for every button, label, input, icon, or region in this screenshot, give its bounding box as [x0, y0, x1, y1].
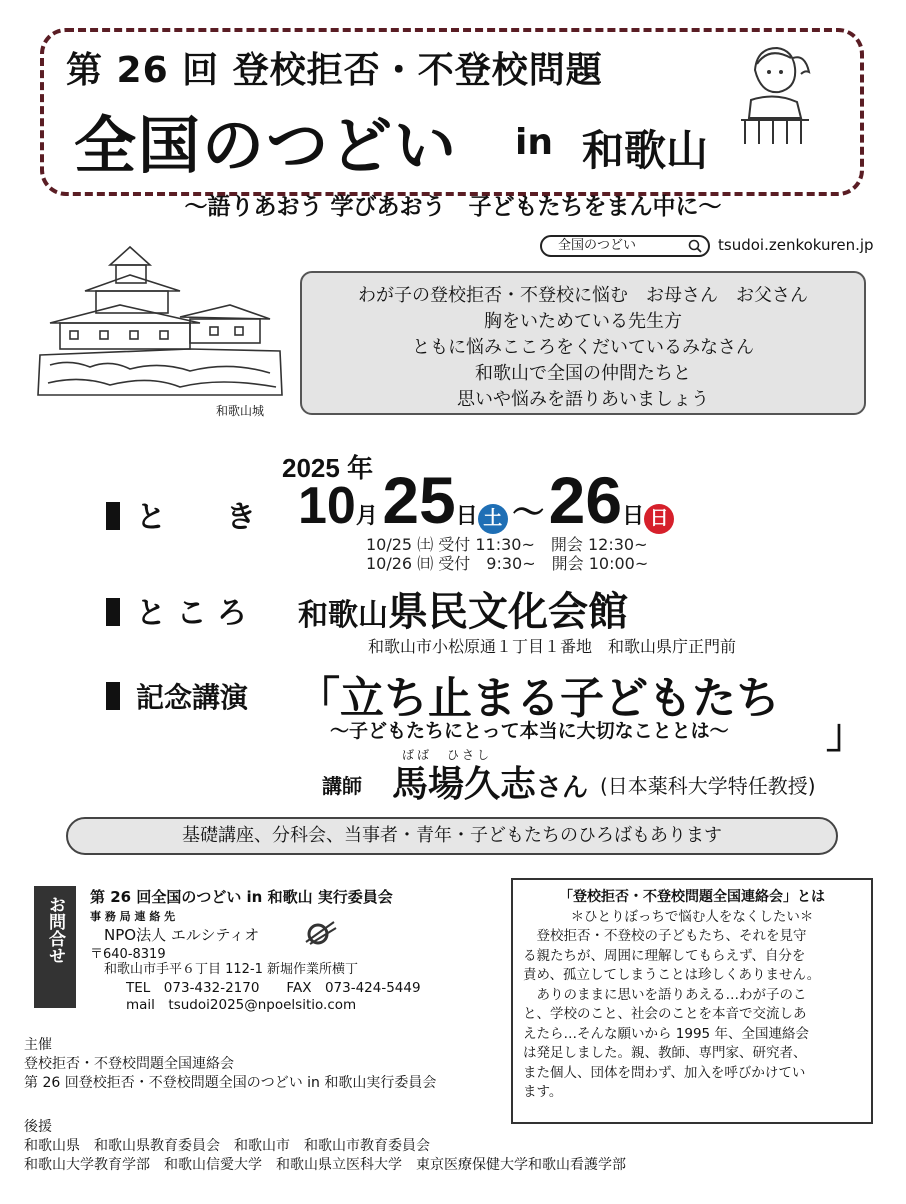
office-label: 事 務 局 連 絡 先 — [90, 910, 176, 923]
date-tilde: ～ — [512, 494, 545, 530]
date-month: 10 — [298, 477, 356, 535]
date-day1: 25 — [382, 463, 456, 537]
about-line: 登校拒否・不登校の子どもたち、それを見守 — [523, 928, 807, 944]
speaker-role: 講師 — [322, 774, 362, 798]
about-line: と、学校のこと、社会のことを本音で交流しあ — [523, 1006, 807, 1022]
message-line: 胸をいためている先生方 — [484, 311, 682, 332]
inquiry-label: お問合せ — [45, 896, 65, 964]
girl-illustration — [735, 40, 815, 150]
speaker-ruby: ばば ひさし — [402, 748, 493, 762]
schedule-day2: 10/26 ㈰ 受付 9:30~ 開会 10:00~ — [366, 554, 649, 573]
close-bracket: 」 — [826, 711, 866, 757]
month-unit: 月 — [355, 503, 378, 528]
supporters-label: 後援 — [24, 1119, 52, 1135]
venue-address: 和歌山市小松原通１丁目１番地 和歌山県庁正門前 — [368, 637, 737, 656]
organizers — [24, 1036, 436, 1093]
about-box — [511, 878, 873, 1124]
message-box — [300, 271, 866, 415]
organizer-item: 登校拒否・不登校問題全国連絡会 — [24, 1056, 234, 1072]
event-date — [298, 462, 674, 538]
message-line: 思いや悩みを語りあいましょう — [457, 389, 709, 410]
supporter-line: 和歌山大学教育学部 和歌山信愛大学 和歌山県立医科大学 東京医療保健大学和歌山看護学部 — [24, 1157, 626, 1173]
message-line: わが子の登校拒否・不登校に悩む お母さん お父さん — [358, 285, 808, 306]
office-mail[interactable]: mail tsudoi2025@npoelsitio.com — [126, 997, 357, 1013]
speaker — [392, 756, 588, 807]
event-year: 2025 年 — [282, 453, 374, 483]
castle-illustration — [30, 235, 290, 420]
search-keyword: 全国のつどい — [558, 238, 637, 253]
schedule-day1: 10/25 ㈯ 受付 11:30~ 開会 12:30~ — [366, 535, 648, 554]
search-box[interactable] — [540, 235, 710, 257]
sunday-badge: 日 — [644, 504, 674, 534]
office-address: 和歌山市手平６丁目 112-1 新堀作業所横丁 — [104, 962, 359, 977]
notice-bar: 基礎講座、分科会、当事者・青年・子どもたちのひろばもあります — [66, 817, 838, 855]
lecture-title: 立ち止まる子どもたち — [340, 673, 780, 724]
event-subtitle: ～語りあおう 学びあおう 子どもたちをまん中に～ — [184, 194, 722, 220]
open-bracket: 「 — [296, 673, 340, 724]
about-line: 責め、孤立してしまうことは珍しくありません。 — [523, 967, 821, 983]
about-title: 「登校拒否・不登校問題全国連絡会」とは — [559, 889, 825, 905]
supporters — [24, 1118, 626, 1175]
event-series-title: 第 26 回 登校拒否・不登校問題 — [66, 50, 603, 91]
supporter-line: 和歌山県 和歌山県教育委員会 和歌山市 和歌山市教育委員会 — [24, 1138, 430, 1154]
lecture-row — [106, 676, 248, 716]
castle-caption: 和歌山城 — [216, 404, 265, 418]
organizer-item: 第 26 回登校拒否・不登校問題全国のつどい in 和歌山実行委員会 — [24, 1075, 437, 1091]
message-line: 和歌山で全国の仲間たちと — [475, 363, 691, 384]
saturday-badge: 土 — [478, 504, 508, 534]
event-title-place: 和歌山 — [582, 126, 709, 175]
office-org: NPO法人 エルシティオ — [104, 926, 260, 944]
committee-name: 第 26 回全国のつどい in 和歌山 実行委員会 — [90, 888, 393, 906]
venue-main: 県民文化会館 — [388, 589, 628, 635]
bullet-mark — [106, 598, 120, 626]
bullet-mark — [106, 682, 120, 710]
organizers-label: 主催 — [24, 1037, 52, 1053]
date-day2: 26 — [548, 463, 623, 537]
about-line: また個人、団体を問わず、加入を呼びかけてい — [523, 1064, 806, 1081]
where-label: と こ ろ — [136, 596, 247, 631]
website-url[interactable]: tsudoi.zenkokuren.jp — [718, 236, 874, 254]
speaker-suffix: さん — [536, 773, 589, 803]
office-postal: 〒640-8319 — [90, 947, 166, 962]
about-line: る親たちが、周囲に理解してもらえず、自分を — [523, 947, 806, 964]
office-phone: TEL 073-432-2170 FAX 073-424-5449 — [126, 980, 421, 996]
lecture-label: 記念講演 — [136, 681, 249, 714]
event-title-in: in — [515, 122, 553, 163]
when-label: と き — [136, 500, 256, 535]
day-unit-2: 日 — [622, 503, 645, 528]
about-line: えたら…そんな願いから 1995 年、全国連絡会 — [523, 1025, 809, 1042]
about-line: ありのままに思いを語りあえる…わが子のこ — [523, 986, 807, 1003]
message-line: ともに悩みこころをくだいているみなさん — [412, 337, 754, 358]
speaker-affiliation: (日本薬科大学特任教授) — [600, 774, 816, 798]
when-row — [106, 492, 256, 536]
day-unit-1: 日 — [455, 503, 478, 528]
inquiry-tab — [34, 886, 76, 1008]
lecture-subtitle: ～子どもたちにとって本当に大切なこととは～ — [330, 720, 729, 742]
speaker-name: 馬場久志 — [392, 764, 537, 805]
about-line: ます。 — [523, 1084, 563, 1100]
event-main-title: 全国のつどい — [74, 109, 459, 182]
about-motto: ＊ひとりぼっちで悩む人をなくしたい＊ — [570, 908, 814, 925]
search-icon — [688, 239, 702, 253]
venue-name — [298, 580, 628, 637]
venue-prefix: 和歌山 — [298, 598, 388, 633]
schedule-times — [366, 535, 648, 573]
org-logo-icon — [300, 916, 340, 946]
bullet-mark — [106, 502, 120, 530]
about-line: は発足しました。親、教師、専門家、研究者、 — [523, 1045, 807, 1061]
where-row — [106, 588, 247, 632]
